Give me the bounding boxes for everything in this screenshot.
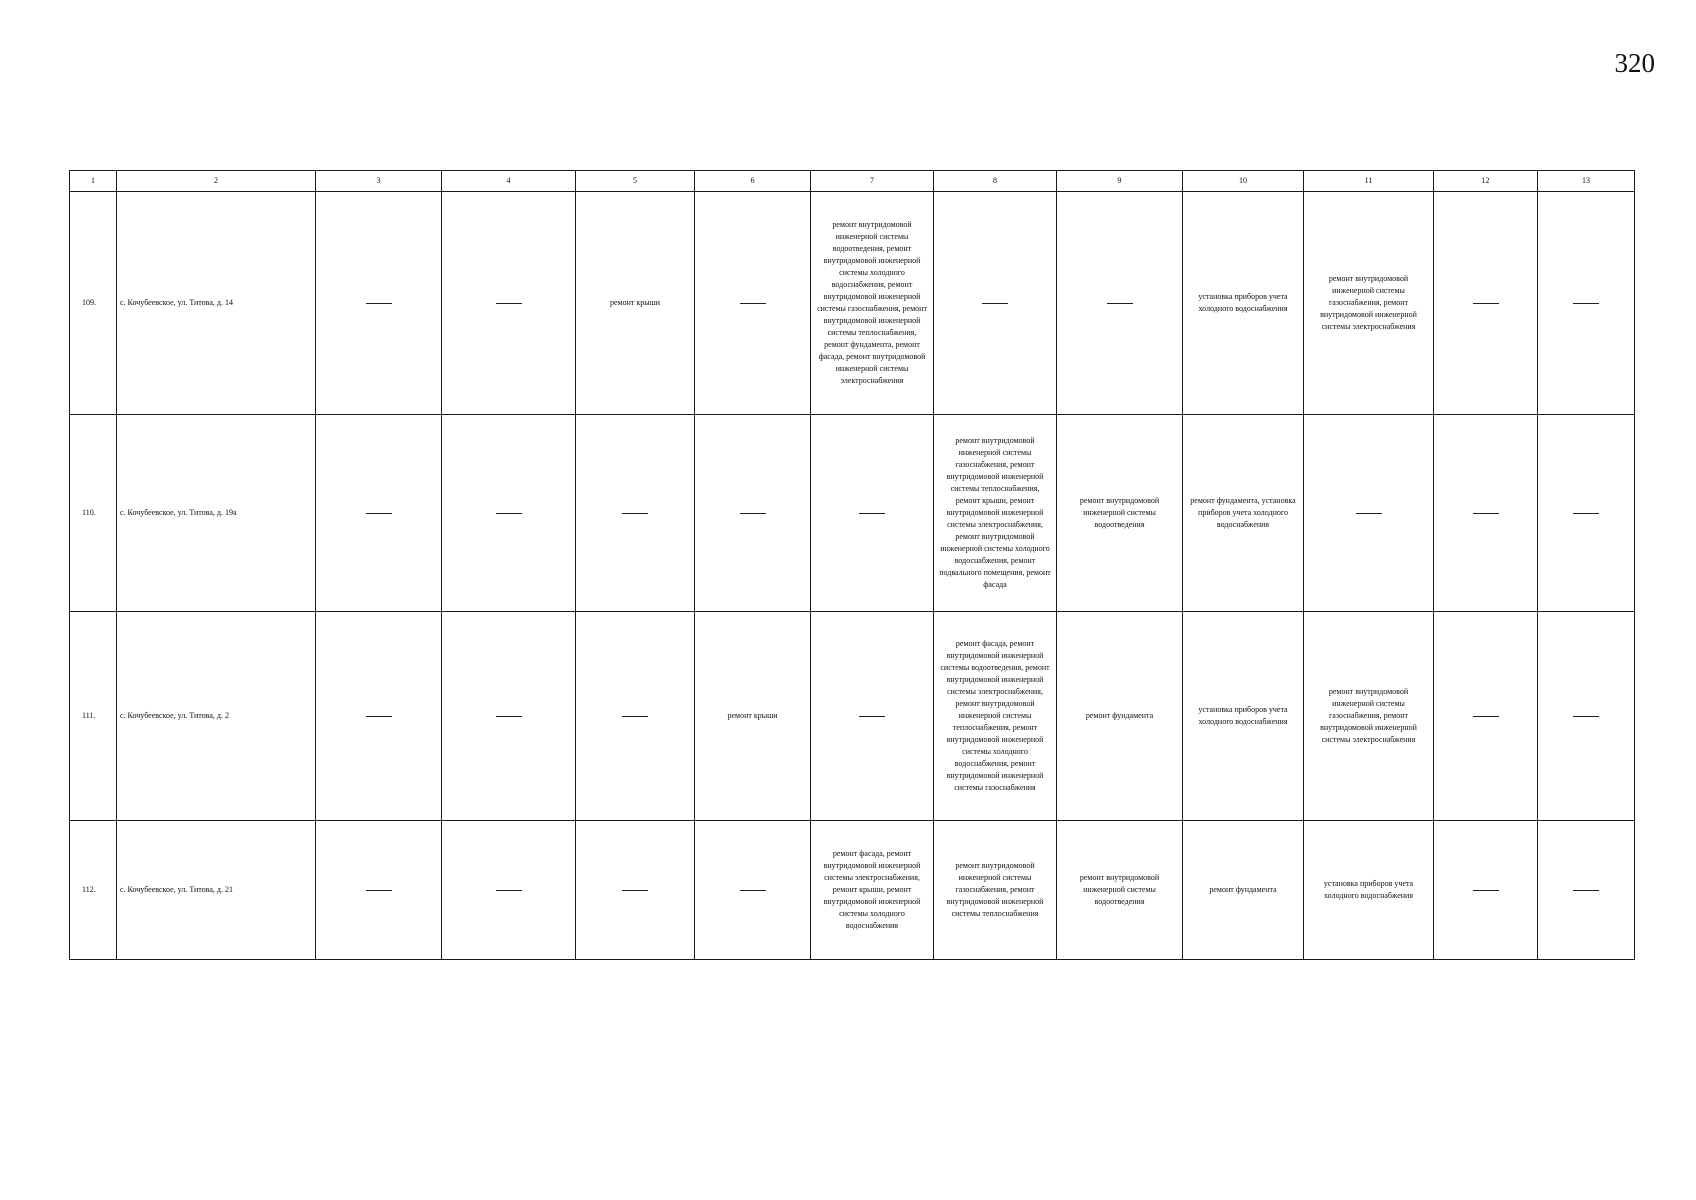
table-cell	[1434, 192, 1538, 415]
empty-dash	[1107, 303, 1133, 304]
page-number: 320	[1614, 48, 1655, 78]
empty-dash	[496, 890, 522, 891]
row-number: 112.	[70, 821, 117, 960]
table-cell	[695, 821, 811, 960]
table-cell: ремонт фасада, ремонт внутридомовой инженерной системы электроснабжения, ремонт крыши, ремонт внутридомовой инженерной системы холодного водоснабжения	[811, 821, 934, 960]
table-cell	[316, 612, 442, 821]
table-cell: ремонт внутридомовой инженерной системы газоснабжения, ремонт внутридомовой инженерной системы теплоснабжения, ремонт крыши, ремонт внутридомовой инженерной системы электроснабжения, ремонт внутридомовой инженерной системы холодного водоснабжения, ремонт подвального помещения, ремонт фасада	[934, 415, 1057, 612]
table-cell: установка приборов учета холодного водоснабжения	[1183, 612, 1304, 821]
empty-dash	[1573, 303, 1599, 304]
column-header: 11	[1304, 171, 1434, 192]
table-cell	[1538, 821, 1635, 960]
table-row	[70, 612, 1635, 821]
table-cell: ремонт внутридомовой инженерной системы водоотведения, ремонт внутридомовой инженерной системы холодного водоснабжения, ремонт внутридомовой инженерной системы газоснабжения, ремонт внутридомовой инженерной системы теплоснабжения, ремонт фундамента, ремонт фасада, ремонт внутридомовой инженерной системы электроснабжения	[811, 192, 934, 415]
table-row	[70, 415, 1635, 612]
table-cell	[316, 192, 442, 415]
column-header: 12	[1434, 171, 1538, 192]
table-cell	[442, 612, 576, 821]
table-cell: ремонт внутридомовой инженерной системы газоснабжения, ремонт внутридомовой инженерной системы электроснабжения	[1304, 612, 1434, 821]
empty-dash	[622, 716, 648, 717]
empty-dash	[366, 513, 392, 514]
empty-dash	[740, 513, 766, 514]
table-cell	[811, 612, 934, 821]
table-cell	[934, 192, 1057, 415]
table-cell	[1538, 192, 1635, 415]
row-number: 111.	[70, 612, 117, 821]
table-cell: ремонт фундамента, установка приборов учета холодного водоснабжения	[1183, 415, 1304, 612]
empty-dash	[366, 303, 392, 304]
empty-dash	[366, 716, 392, 717]
empty-dash	[366, 890, 392, 891]
table-cell: ремонт крыши	[695, 612, 811, 821]
table-cell	[442, 192, 576, 415]
table-cell	[811, 415, 934, 612]
header-row	[70, 171, 1635, 192]
table-cell	[1434, 612, 1538, 821]
table-cell: ремонт внутридомовой инженерной системы водоотведения	[1057, 821, 1183, 960]
table-cell: ремонт внутридомовой инженерной системы газоснабжения, ремонт внутридомовой инженерной системы электроснабжения	[1304, 192, 1434, 415]
empty-dash	[1473, 890, 1499, 891]
row-number: 110.	[70, 415, 117, 612]
table-cell	[316, 415, 442, 612]
table-cell: ремонт фундамента	[1183, 821, 1304, 960]
empty-dash	[859, 716, 885, 717]
empty-dash	[1573, 890, 1599, 891]
empty-dash	[622, 513, 648, 514]
empty-dash	[740, 303, 766, 304]
empty-dash	[1473, 303, 1499, 304]
table-cell: ремонт внутридомовой инженерной системы водоотведения	[1057, 415, 1183, 612]
table-cell: ремонт внутридомовой инженерной системы газоснабжения, ремонт внутридомовой инженерной системы теплоснабжения	[934, 821, 1057, 960]
address-cell: с. Кочубеевское, ул. Титова, д. 14	[117, 192, 316, 415]
table-cell	[1434, 821, 1538, 960]
column-header: 3	[316, 171, 442, 192]
address-cell: с. Кочубеевское, ул. Титова, д. 2	[117, 612, 316, 821]
table-cell: установка приборов учета холодного водоснабжения	[1304, 821, 1434, 960]
table-cell	[442, 415, 576, 612]
table-cell	[695, 192, 811, 415]
empty-dash	[496, 716, 522, 717]
empty-dash	[1473, 716, 1499, 717]
empty-dash	[1473, 513, 1499, 514]
table-cell	[442, 821, 576, 960]
table-cell	[695, 415, 811, 612]
empty-dash	[496, 513, 522, 514]
table-cell	[576, 612, 695, 821]
empty-dash	[1356, 513, 1382, 514]
column-header: 6	[695, 171, 811, 192]
empty-dash	[740, 890, 766, 891]
table-row	[70, 192, 1635, 415]
table-cell	[576, 821, 695, 960]
table-cell	[316, 821, 442, 960]
table-cell: ремонт крыши	[576, 192, 695, 415]
table-cell	[576, 415, 695, 612]
empty-dash	[1573, 716, 1599, 717]
address-cell: с. Кочубеевское, ул. Титова, д. 21	[117, 821, 316, 960]
empty-dash	[982, 303, 1008, 304]
table-cell	[1434, 415, 1538, 612]
table-cell: ремонт фасада, ремонт внутридомовой инженерной системы водоотведения, ремонт внутридомовой инженерной системы электроснабжения, ремонт внутридомовой инженерной системы теплоснабжения, ремонт внутридомовой инженерной системы холодного водоснабжения, ремонт внутридомовой инженерной системы газоснабжения	[934, 612, 1057, 821]
table-cell	[1057, 192, 1183, 415]
row-number: 109.	[70, 192, 117, 415]
column-header: 10	[1183, 171, 1304, 192]
column-header: 1	[70, 171, 117, 192]
table-cell: ремонт фундамента	[1057, 612, 1183, 821]
empty-dash	[1573, 513, 1599, 514]
empty-dash	[859, 513, 885, 514]
column-header: 8	[934, 171, 1057, 192]
empty-dash	[496, 303, 522, 304]
table-cell: установка приборов учета холодного водоснабжения	[1183, 192, 1304, 415]
table-cell	[1538, 612, 1635, 821]
column-header: 5	[576, 171, 695, 192]
table-cell	[1304, 415, 1434, 612]
address-cell: с. Кочубеевское, ул. Титова, д. 19а	[117, 415, 316, 612]
column-header: 13	[1538, 171, 1635, 192]
column-header: 4	[442, 171, 576, 192]
table-cell	[1538, 415, 1635, 612]
column-header: 7	[811, 171, 934, 192]
column-header: 9	[1057, 171, 1183, 192]
repair-schedule-table	[69, 170, 1635, 960]
column-header: 2	[117, 171, 316, 192]
table-row	[70, 821, 1635, 960]
empty-dash	[622, 890, 648, 891]
